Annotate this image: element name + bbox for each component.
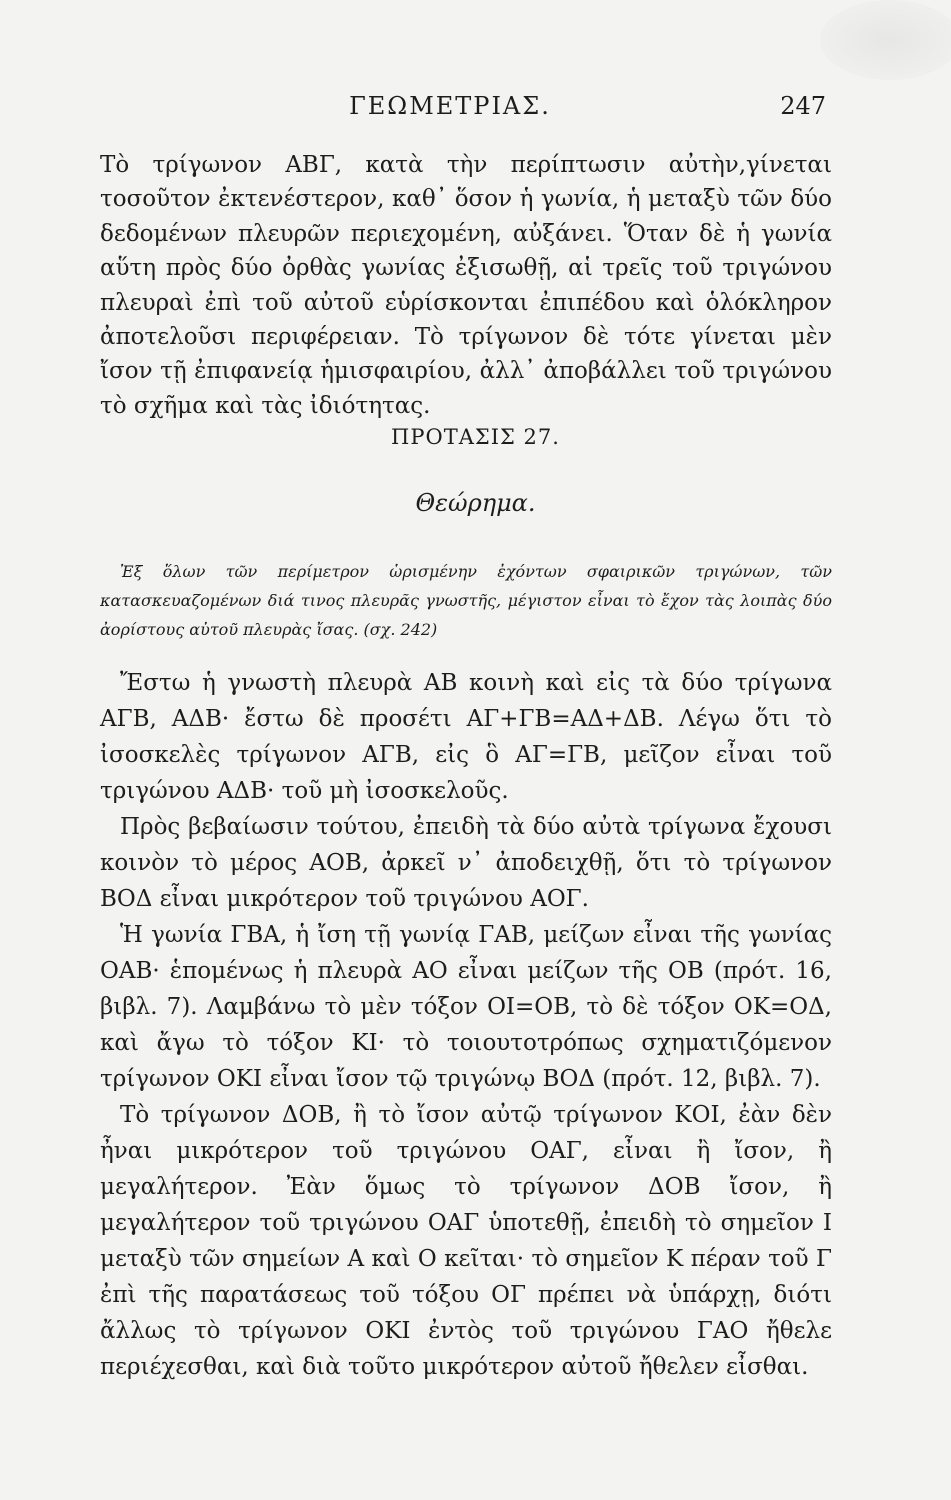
theorem-statement: Ἐξ ὅλων τῶν περίμετρον ὡρισμένην ἐχόντων σφαιρικῶν τριγώνων, τῶν κατασκευαζομένων διά τινος πλευρᾶς γνωστῆς, μέγιστον εἶναι τὸ ἔχον τὰς λοιπὰς δύο ἀορίστους αὐτοῦ πλευρὰς ἴσας. (σχ. 242)	[100, 562, 832, 639]
running-title: ΓΕΩΜΕΤΡΙΑΣ.	[349, 92, 551, 120]
page-number: 247	[780, 92, 826, 120]
theorem-label: Θεώρημα.	[415, 489, 536, 517]
proof-paragraph: Ἡ γωνία ΓΒΑ, ἡ ἴση τῇ γωνίᾳ ΓΑΒ, μείζων εἶναι τῆς γωνίας ΟΑΒ· ἑπομένως ἡ πλευρὰ ΑΟ εἶναι μείζων τῆς ΟΒ (πρότ. 16, βιβλ. 7). Λαμβάνω τὸ μὲν τόξον ΟΙ=ΟΒ, τὸ δὲ τόξον ΟΚ=ΟΔ, καὶ ἄγω τὸ τόξον ΚΙ· τὸ τοιουτοτρόπως σχηματιζόμενον τρίγωνον ΟΚΙ εἶναι ἴσον τῷ τριγώνῳ ΒΟΔ (πρότ. 12, βιβλ. 7).	[100, 922, 832, 1092]
proof-section	[100, 665, 832, 1385]
proof-paragraph: Ἔστω ἡ γνωστὴ πλευρὰ ΑΒ κοινὴ καὶ εἰς τὰ δύο τρίγωνα ΑΓΒ, ΑΔΒ· ἔστω δὲ προσέτι ΑΓ+ΓΒ=ΑΔ+ΔΒ. Λέγω ὅτι τὸ ἰσοσκελὲς τρίγωνον ΑΓΒ, εἰς ὃ ΑΓ=ΓΒ, μεῖζον εἶναι τοῦ τριγώνου ΑΔΒ· τοῦ μὴ ἰσοσκελοῦς.	[100, 670, 832, 804]
page-header	[0, 92, 951, 132]
page-stain	[820, 0, 951, 80]
proposition-title: ΠΡΟΤΑΣΙΣ 27.	[391, 425, 560, 449]
proof-paragraph: Πρὸς βεβαίωσιν τούτου, ἐπειδὴ τὰ δύο αὐτὰ τρίγωνα ἔχουσι κοινὸν τὸ μέρος ΑΟΒ, ἀρκεῖ ν᾽ ἀποδειχθῇ, ὅτι τὸ τρίγωνον ΒΟΔ εἶναι μικρότερον τοῦ τριγώνου ΑΟΓ.	[100, 814, 832, 912]
proof-paragraph: Τὸ τρίγωνον ΔΟΒ, ἢ τὸ ἴσον αὐτῷ τρίγωνον ΚΟΙ, ἐὰν δὲν ἦναι μικρότερον τοῦ τριγώνου ΟΑΓ, εἶναι ἢ ἴσον, ἢ μεγαλήτερον. Ἐὰν ὅμως τὸ τρίγωνον ΔΟΒ ἴσον, ἢ μεγαλήτερον τοῦ τριγώνου ΟΑΓ ὑποτεθῇ, ἐπειδὴ τὸ σημεῖον Ι μεταξὺ τῶν σημείων Α καὶ Ο κεῖται· τὸ σημεῖον Κ πέραν τοῦ Γ ἐπὶ τῆς παρατάσεως τοῦ τόξου ΟΓ πρέπει νὰ ὑπάρχῃ, διότι ἄλλως τὸ τρίγωνον ΟΚΙ ἐντὸς τοῦ τριγώνου ΓΑΟ ἤθελε περιέχεσθαι, καὶ διὰ τοῦτο μικρότερον αὐτοῦ ἤθελεν εἶσθαι.	[100, 1102, 832, 1380]
intro-paragraph: Τὸ τρίγωνον ΑΒΓ, κατὰ τὴν περίπτωσιν αὐτὴν,γίνεται τοσοῦτον ἐκτενέστερον, καθ᾽ ὅσον ἡ γωνία, ἡ μεταξὺ τῶν δύο δεδομένων πλευρῶν περιεχομένη, αὐξάνει. Ὅταν δὲ ἡ γωνία αὕτη πρὸς δύο ὀρθὰς γωνίας ἐξισωθῇ, αἱ τρεῖς τοῦ τριγώνου πλευραὶ ἐπὶ τοῦ αὐτοῦ εὑρίσκονται ἐπιπέδου καὶ ὁλόκληρον ἀποτελοῦσι περιφέρειαν. Τὸ τρίγωνον δὲ τότε γίνεται μὲν ἴσον τῇ ἐπιφανείᾳ ἡμισφαιρίου, ἀλλ᾽ ἀποβάλλει τοῦ τριγώνου τὸ σχῆμα καὶ τὰς ἰδιότητας.	[100, 152, 832, 419]
